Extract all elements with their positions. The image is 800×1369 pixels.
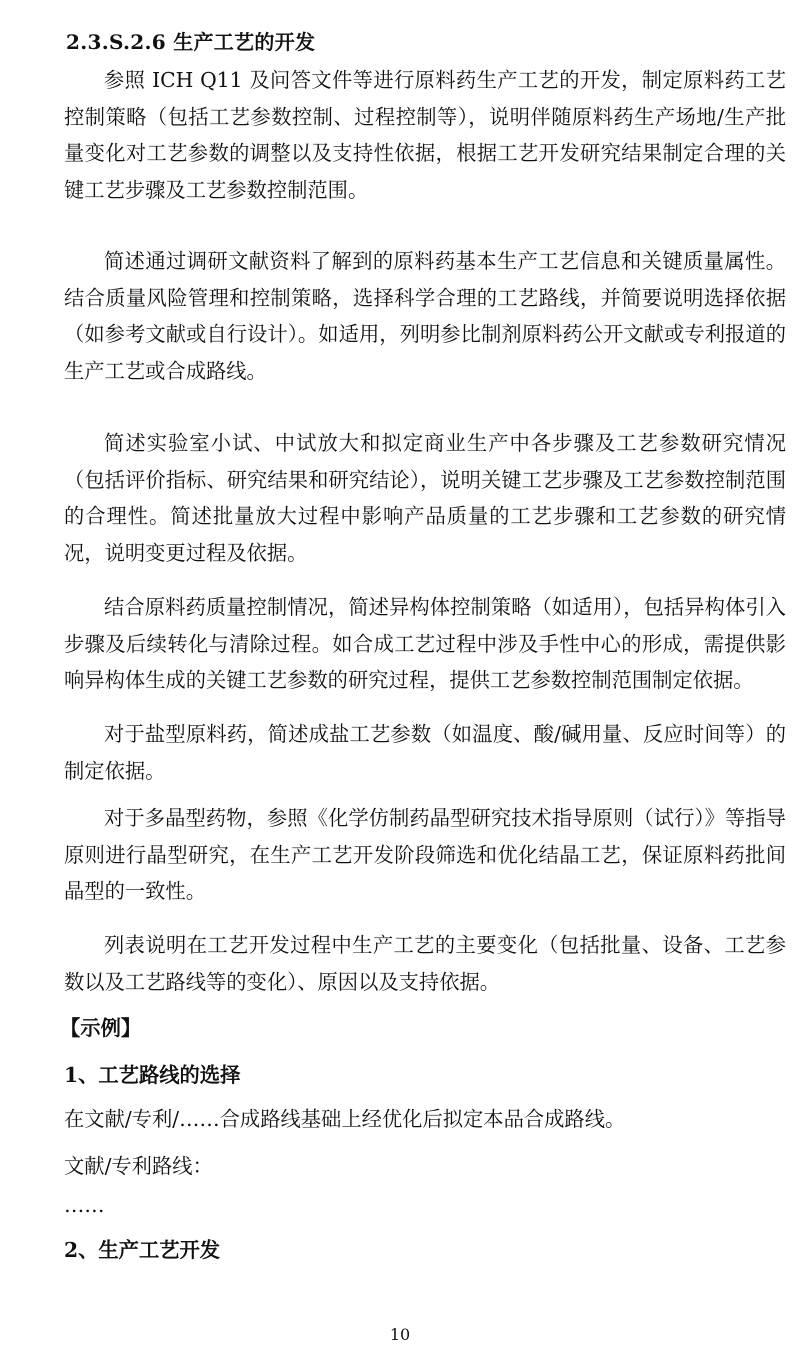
example-ellipsis: …… <box>64 1193 105 1217</box>
subheading-route-selection: 1、工艺路线的选择 <box>64 1063 241 1087</box>
subheading-process-development: 2、生产工艺开发 <box>64 1238 221 1262</box>
example-text-literature-route: 文献/专利路线： <box>64 1154 213 1178</box>
paragraph-polymorph: 对于多晶型药物，参照《化学仿制药晶型研究技术指导原则（试行）》等指导原则进行晶型研究，在生产工艺开发阶段筛选和优化结晶工艺，保证原料药批间晶型的一致性。 <box>64 806 786 903</box>
example-text-route: 在文献/专利/……合成路线基础上经优化后拟定本品合成路线。 <box>64 1107 626 1131</box>
example-label: 【示例】 <box>60 1016 142 1040</box>
paragraph-literature-review: 简述通过调研文献资料了解到的原料药基本生产工艺信息和关键质量属性。结合质量风险管理和控制策略，选择科学合理的工艺路线，并简要说明选择依据（如参考文献或自行设计）。如适用，列明参比制剂原料药公开文献或专利报道的生产工艺或合成路线。 <box>64 249 786 383</box>
paragraph-salt-form: 对于盐型原料药，简述成盐工艺参数（如温度、酸/碱用量、反应时间等）的制定依据。 <box>64 722 786 783</box>
paragraph-process-changes: 列表说明在工艺开发过程中生产工艺的主要变化（包括批量、设备、工艺参数以及工艺路线等的变化）、原因以及支持依据。 <box>64 933 786 994</box>
paragraph-scale-up-study: 简述实验室小试、中试放大和拟定商业生产中各步骤及工艺参数研究情况（包括评价指标、研究结果和研究结论），说明关键工艺步骤及工艺参数控制范围的合理性。简述批量放大过程中影响产品质量的工艺步骤和工艺参数的研究情况，说明变更过程及依据。 <box>64 431 786 565</box>
section-heading: 2.3.S.2.6 生产工艺的开发 <box>66 30 316 54</box>
page-number: 10 <box>389 1325 411 1344</box>
paragraph-ich-q11: 参照 ICH Q11 及问答文件等进行原料药生产工艺的开发，制定原料药工艺控制策略（包括工艺参数控制、过程控制等），说明伴随原料药生产场地/生产批量变化对工艺参数的调整以及支持性依据，根据工艺开发研究结果制定合理的关键工艺步骤及工艺参数控制范围。 <box>64 68 786 202</box>
paragraph-isomer-control: 结合原料药质量控制情况，简述异构体控制策略（如适用），包括异构体引入步骤及后续转化与清除过程。如合成工艺过程中涉及手性中心的形成，需提供影响异构体生成的关键工艺参数的研究过程，提供工艺参数控制范围制定依据。 <box>64 595 786 692</box>
